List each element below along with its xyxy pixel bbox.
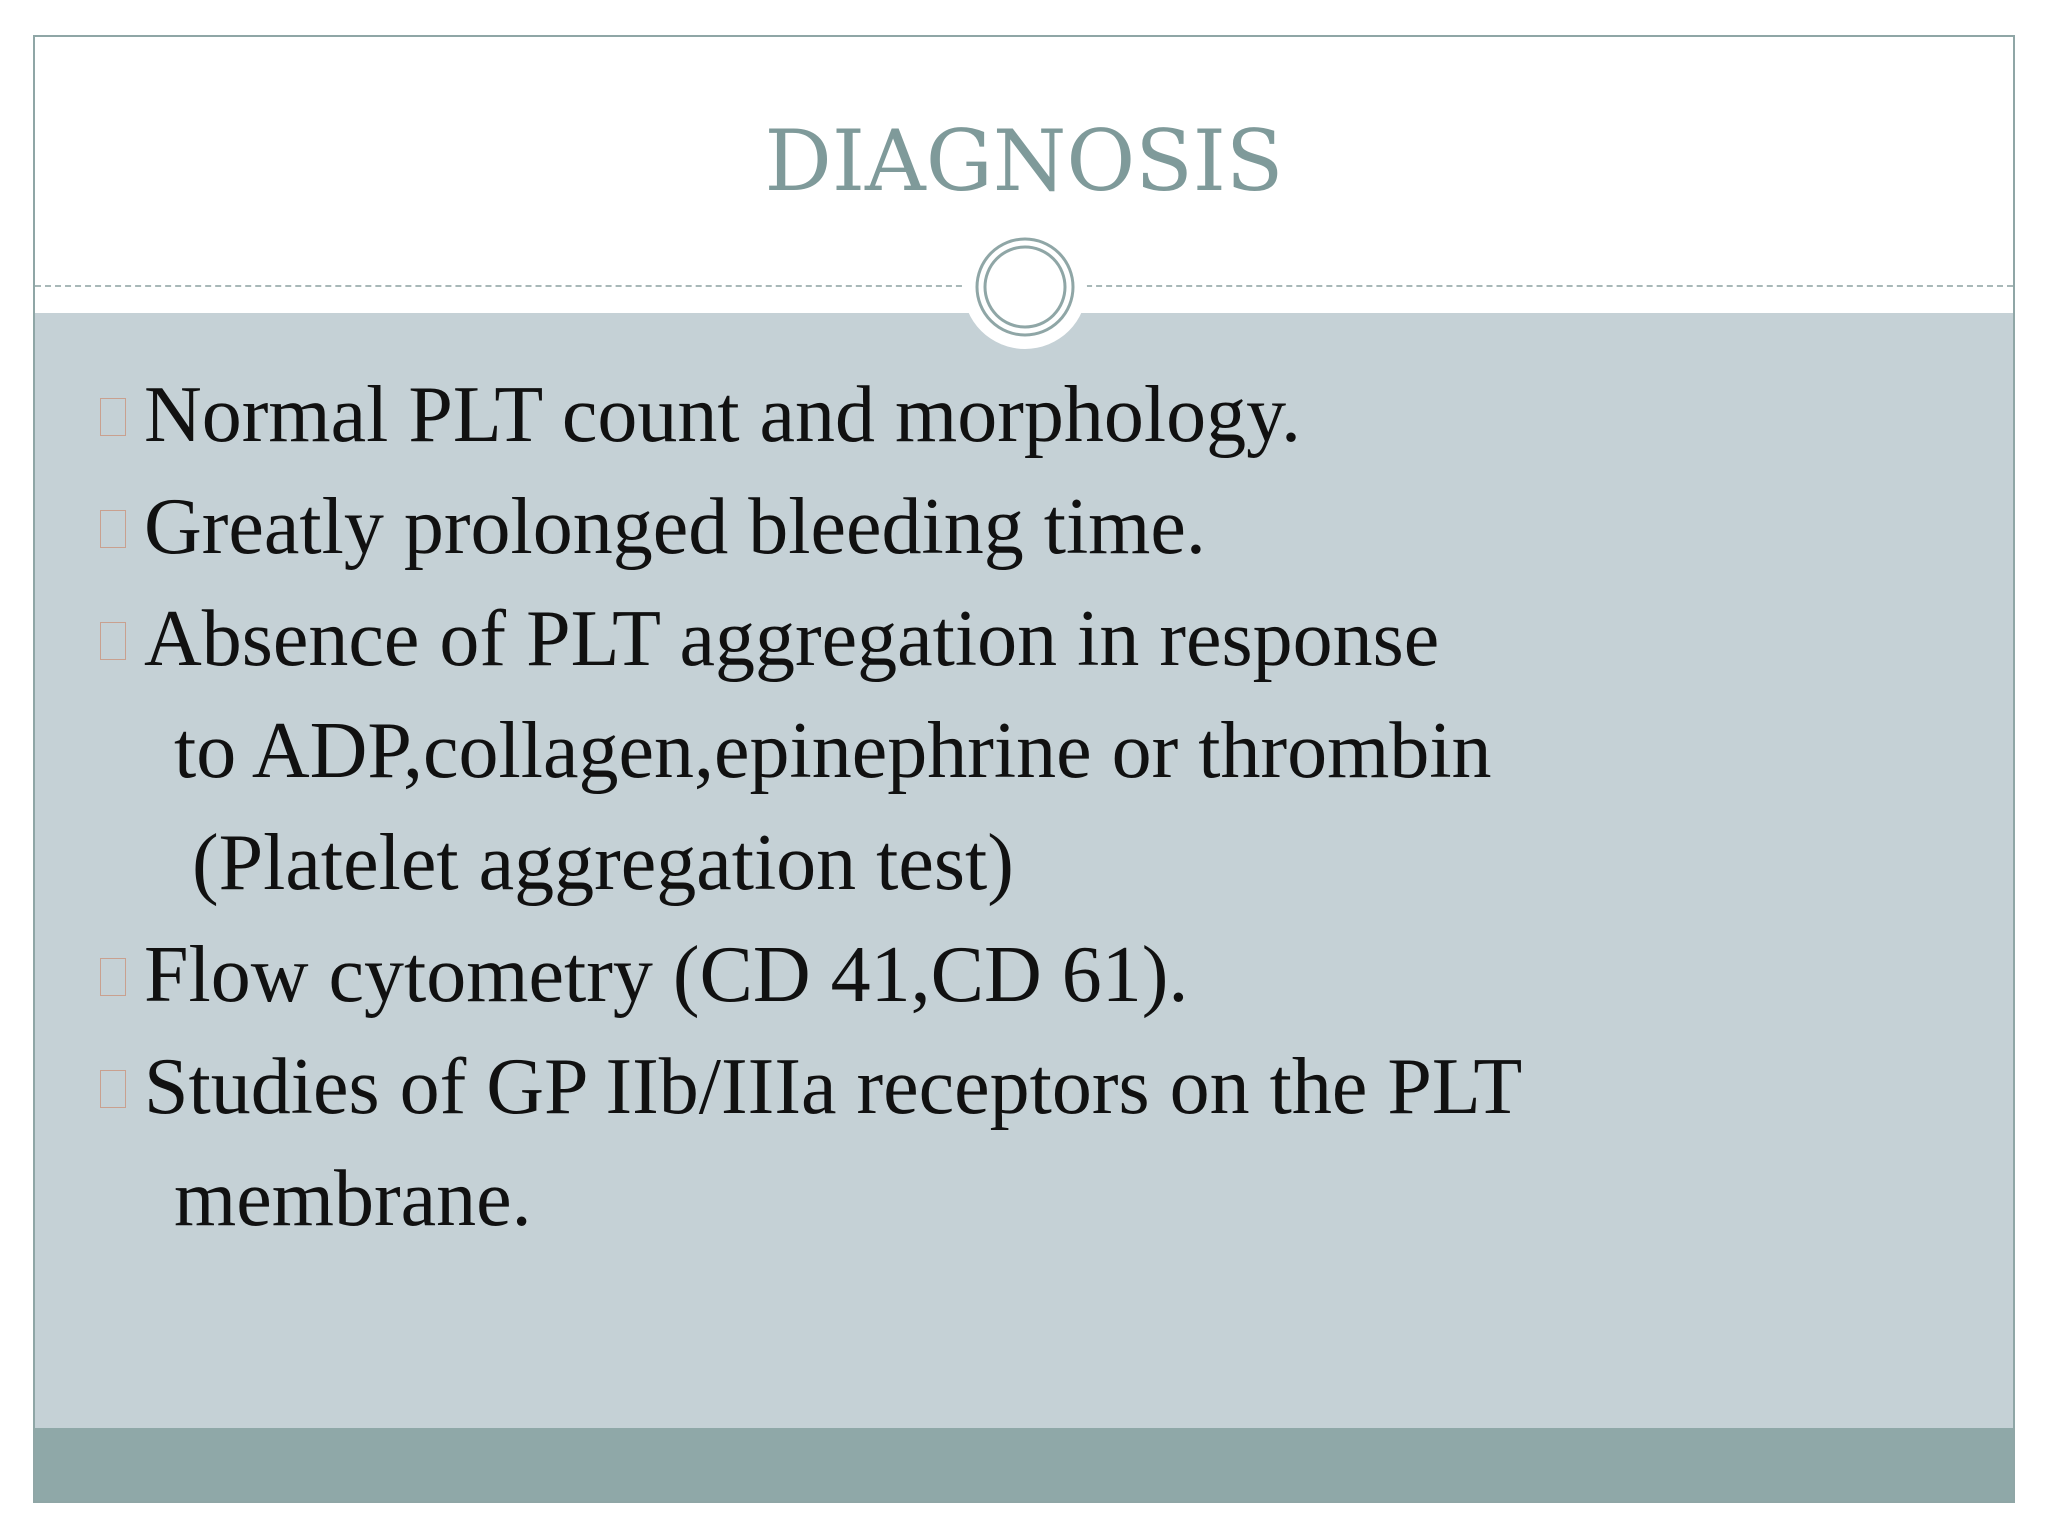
square-bullet-icon (100, 398, 126, 436)
square-bullet-icon (100, 958, 126, 996)
bullet-item (90, 471, 1970, 583)
bullet-line-continuation: to ADP,collagen,epinephrine or thrombin (174, 707, 1492, 795)
bullet-line: Flow cytometry (CD 41,CD 61). (144, 931, 1189, 1019)
bullet-line: Absence of PLT aggregation in response (144, 595, 1440, 683)
footer-bar (35, 1428, 2013, 1503)
slide-title: DIAGNOSIS (764, 112, 1284, 210)
bullet-line: Greatly prolonged bleeding time. (144, 483, 1206, 571)
bullet-item (90, 1031, 1970, 1255)
bullet-line: Studies of GP IIb/IIIa receptors on the PLT (144, 1043, 1523, 1131)
bullet-item (90, 583, 1970, 919)
bullet-line-continuation: (Platelet aggregation test) (192, 819, 1014, 907)
bullet-item (90, 359, 1970, 471)
square-bullet-icon (100, 622, 126, 660)
bullet-list (90, 359, 1970, 1255)
square-bullet-icon (100, 1070, 126, 1108)
bullet-item (90, 919, 1970, 1031)
slide (33, 35, 2015, 1503)
double-circle-icon (960, 222, 1090, 352)
bullet-line: Normal PLT count and morphology. (144, 371, 1301, 459)
bullet-line-continuation: membrane. (174, 1155, 532, 1243)
square-bullet-icon (100, 510, 126, 548)
